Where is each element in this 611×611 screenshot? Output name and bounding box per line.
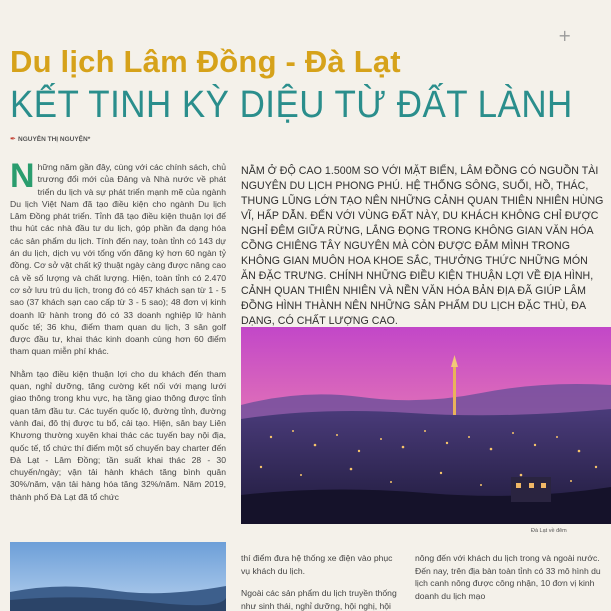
mid-paragraph-2: Ngoài các sản phẩm du lịch truyền thống như sinh thái, nghỉ dưỡng, hội nghị, hội [241,588,397,611]
author-byline [10,136,90,143]
article-title: Du lịch Lâm Đồng - Đà Lạt [10,44,401,79]
intro-paragraph: NẰM Ở ĐỘ CAO 1.500M SO VỚI MẶT BIỂN, LÂM ĐỒNG CÓ NGUỒN TÀI NGUYÊN DU LỊCH PHONG PHÚ. HỆ THỐNG SÔNG, SUỐI, HỒ, THÁC, THUNG LŨNG LỚN TẠO NÊN NHỮNG CẢNH QUAN THIÊN NHIÊN HÙNG VĨ, HẤP DẪN. ĐẾN VỚI VÙNG ĐẤT NÀY, DU KHÁCH KHÔNG CHỈ ĐƯỢC NGHỈ ĐÊM GIỮA RỪNG, LẮNG ĐỌNG TRONG KHÔNG GIAN VĂN HÓA CỒNG CHIÊNG TÂY NGUYÊN MÀ CÒN ĐƯỢC ĐẮM MÌNH TRONG KHÔNG GIAN MUÔN HOA KHOE SẮC, THƯỞNG THỨC NHỮNG MÓN ĂN ĐẶC TRƯNG. CHÍNH NHỮNG ĐIỀU KIỆN THUẬN LỢI VỀ ĐỊA HÌNH, CẢNH QUAN THIÊN NHIÊN VÀ NỀN VĂN HÓA BẢN ĐỊA ĐÃ GIÚP LÂM ĐỒNG HÌNH THÀNH NÊN NHỮNG SẢN PHẨM DU LỊCH ĐẶC THÙ, ĐA DẠNG, CÓ CHẤT LƯỢNG CAO. [241,165,604,327]
photo-caption: Đà Lạt về đêm [531,528,567,534]
middle-column [241,552,401,611]
right-paragraph-1: nông đến với khách du lịch trong và ngoài nước. Đến nay, trên địa bàn toàn tỉnh có 33 mô hình du lịch canh nông được công nhận, 10 đơn vị kinh doanh du lịch mạo [415,553,601,601]
left-column [10,157,226,503]
dropcap: N [10,157,35,195]
left-paragraph-2: Nhằm tạo điều kiện thuận lợi cho du khách đến tham quan, nghỉ dưỡng, tăng cường kết nối với mạng lưới giao thông trong khu vực, hạ tầng giao thông được tỉnh quan tâm đầu tư. Các tuyến quốc lộ, đường tỉnh, đường vành đai, đô thị được tu bổ, cải tạo. Hiện, sân bay Liên Khương thường xuyên khai thác các tuyến bay nội địa, quốc tế, tổ chức thí điểm một số chuyến bay charter đến Đà Lạt - Lâm Đồng; tần suất khai thác 28 - 30 chuyến/ngày; vận tải hành khách tăng bình quân 30%/năm, vận tải hàng hóa tăng 32%/năm. Năm 2019, thành phố Đà Lạt đã tổ chức [10,368,226,502]
mid-paragraph-1: thí điểm đưa hệ thống xe điện vào phục vụ khách du lịch. [241,553,393,576]
landscape-photo [10,542,226,611]
crosshair-icon: + [558,26,572,45]
article-subtitle: KẾT TINH KỲ DIỆU TỪ ĐẤT LÀNH [10,84,573,126]
pen-icon: ✒ [10,135,16,143]
left-paragraph-1: Những năm gần đây, cùng với các chính sách, chủ trương đổi mới của Đảng và Nhà nước về phát triển du lịch và sự phát triển mạnh mẽ của ngành Du lịch Việt Nam đã tạo điều kiện cho ngành Du lịch Lâm Đồng phát triển. Tỉnh đã tạo điều kiện thuận lợi để thu hút các nhà đầu tư du lịch, góp phần đa dạng hóa các sản phẩm du lịch. Tính đến nay, toàn tỉnh có 143 dự án du lịch, dịch vụ với tổng vốn đăng ký hơn 60 ngàn tỷ đồng. Cơ sở vật chất kỹ thuật ngày càng được nâng cao cả về số lượng và chất lượng. Hiện, toàn tỉnh có 2.470 cơ sở lưu trú du lịch, trong đó có 457 khách sạn từ 1 - 5 sao (37 khách sạn cao cấp từ 3 - 5 sao); 48 đơn vị kinh doanh lữ hành trong đó có 33 doanh nghiệp lữ hành quốc tế; 36 khu, điểm tham quan du lịch, 3 sân golf được đầu tư, khai thác kinh doanh cùng hơn 60 điểm tham quan miễn phí khác. [10,157,226,357]
dalat-night-photo [241,327,611,524]
right-column [415,552,601,602]
author-name: NGUYỄN THỊ NGUYỆN* [18,136,91,143]
